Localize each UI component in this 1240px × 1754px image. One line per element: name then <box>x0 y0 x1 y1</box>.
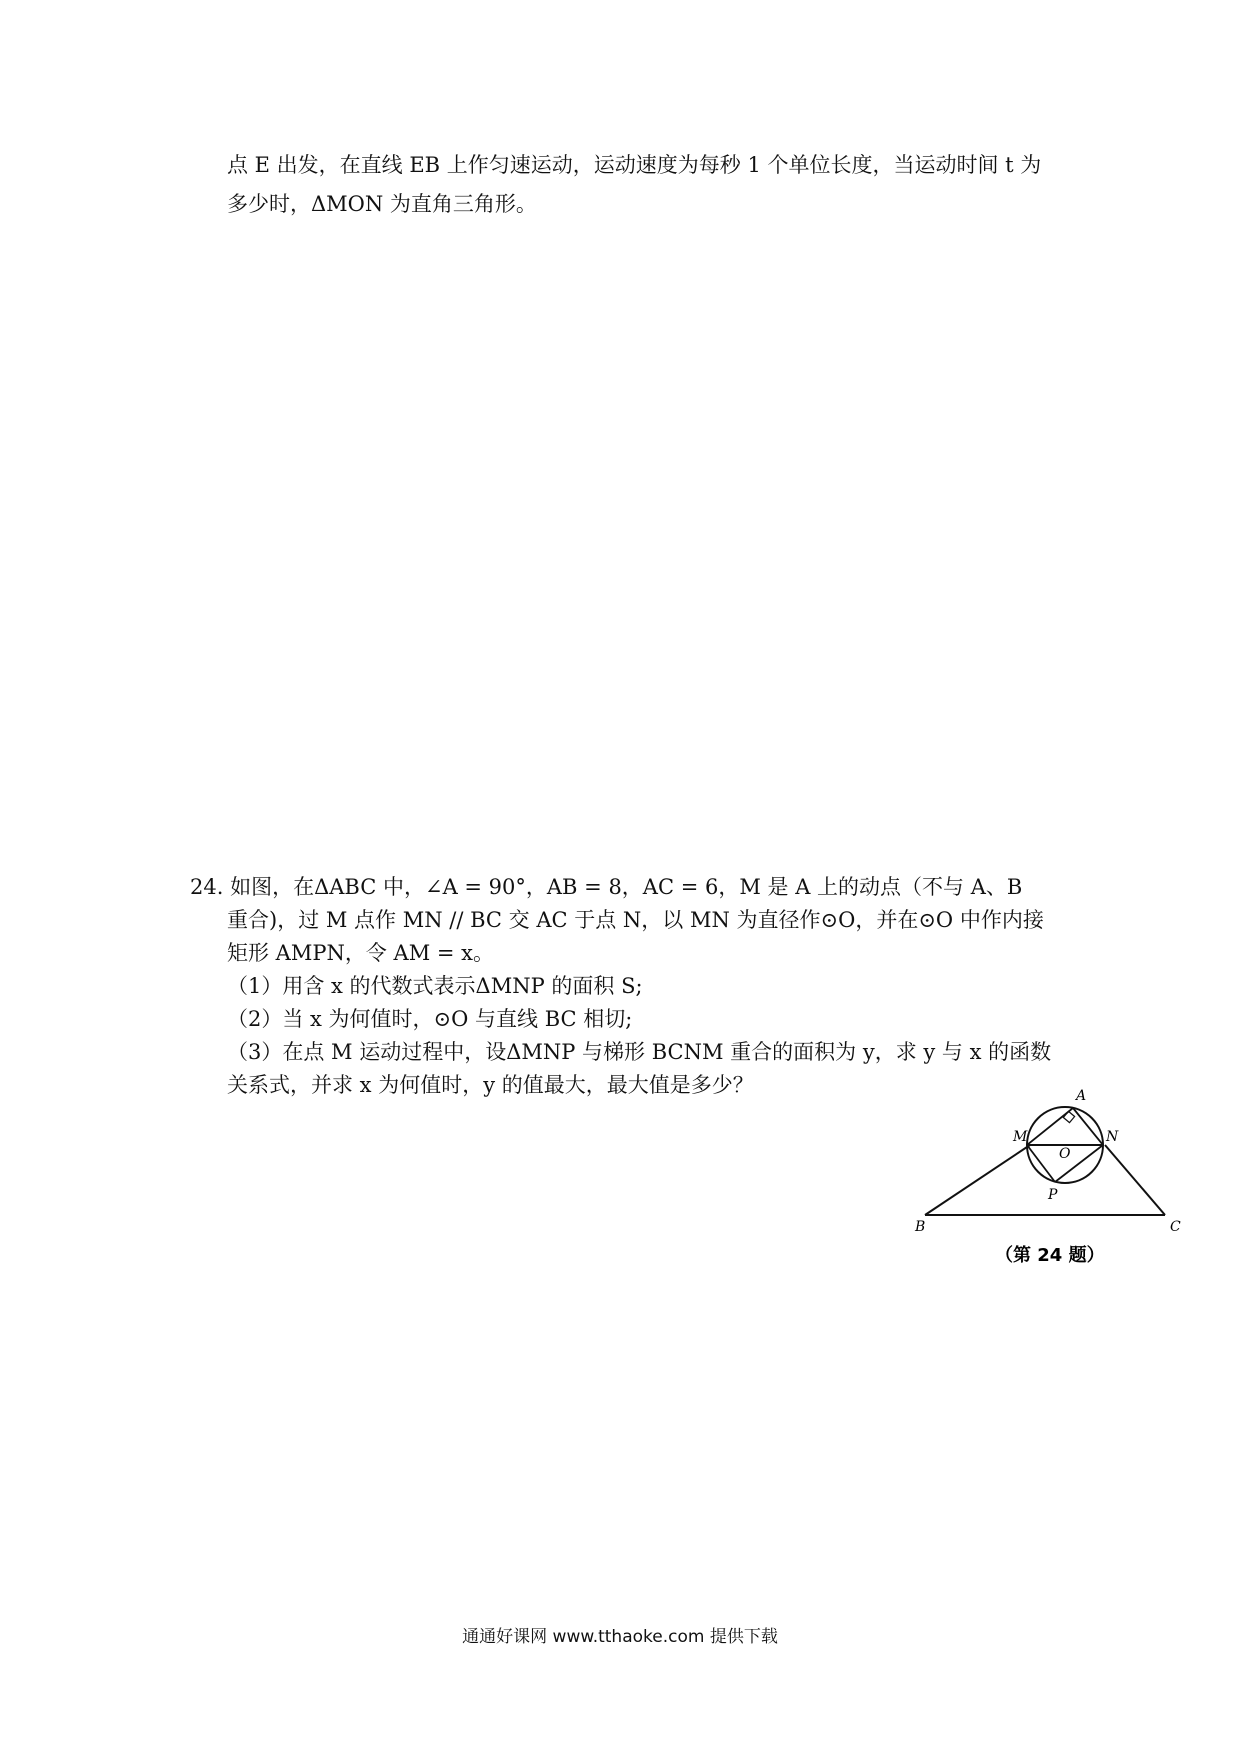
label-p: P <box>1048 1187 1058 1203</box>
continuation-line-1: 点 E 出发，在直线 EB 上作匀速运动，运动速度为每秒 1 个单位长度，当运动时间 t 为 <box>227 153 1042 177</box>
label-o: O <box>1059 1146 1071 1162</box>
right-angle-mark <box>1063 1111 1074 1122</box>
figure-caption: （第 24 题） <box>995 1245 1105 1266</box>
segment-bm <box>925 1145 1030 1215</box>
label-b: B <box>915 1219 926 1235</box>
problem24-part-3-line-2: 关系式，并求 x 为何值时，y 的值最大，最大值是多少？ <box>227 1073 754 1097</box>
label-c: C <box>1170 1219 1181 1235</box>
page-footer: 通通好课网 www.tthaoke.com 提供下载 <box>462 1627 778 1647</box>
label-m: M <box>1013 1129 1028 1145</box>
continuation-line-2: 多少时，ΔMON 为直角三角形。 <box>227 192 537 216</box>
problem24-line-2: 重合)，过 M 点作 MN // BC 交 AC 于点 N，以 MN 为直径作⊙O，并在⊙O 中作内接 <box>227 908 1044 932</box>
segment-nc <box>1105 1145 1165 1215</box>
label-a: A <box>1076 1088 1087 1104</box>
label-n: N <box>1106 1129 1119 1145</box>
problem24-part-3-line-1: （3）在点 M 运动过程中，设ΔMNP 与梯形 BCNM 重合的面积为 y，求 y 与 x 的函数 <box>227 1040 1052 1064</box>
problem24-part-1: （1）用含 x 的代数式表示ΔMNP 的面积 S; <box>227 974 643 998</box>
geometry-figure <box>905 1075 1195 1295</box>
problem24-line-3: 矩形 AMPN，令 AM = x。 <box>227 941 494 965</box>
problem24-line-1: 24. 如图，在ΔABC 中，∠A = 90°，AB = 8，AC = 6，M 是 A 上的动点（不与 A、B <box>190 875 1023 899</box>
problem24-part-2: （2）当 x 为何值时，⊙O 与直线 BC 相切; <box>227 1007 633 1031</box>
